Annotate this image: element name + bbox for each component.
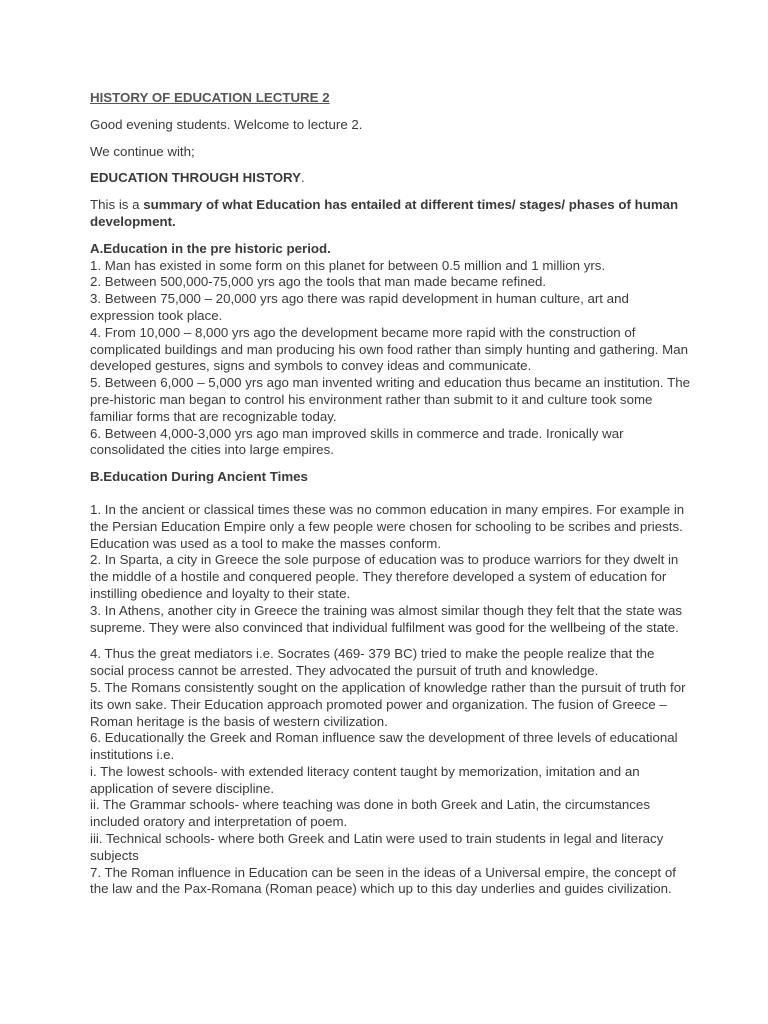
continue-text: We continue with; — [90, 143, 195, 159]
list-item: 5. The Romans consistently sought on the application of knowledge rather than the pursuit of truth for its own sake. Their Education approach promoted power and organization. The fusion of Greece – Roman heritage is the basis of western civilization. — [90, 679, 686, 729]
summary-bold: summary of what Education has entailed at different times/ stages/ phases of human development. — [90, 197, 679, 229]
list-item: 3. In Athens, another city in Greece the training was almost similar though they felt that the state was supreme. They were also convinced that individual fulfilment was good for the wellbeing of the state. — [90, 602, 683, 635]
section-b-group-2 — [90, 646, 690, 898]
document-title: HISTORY OF EDUCATION LECTURE 2 — [90, 90, 330, 105]
list-item: 2. In Sparta, a city in Greece the sole purpose of education was to produce warriors for they dwelt in the middle of a hostile and conquered people. They therefore developed a system of education for instilling obedience and loyalty to their state. — [90, 552, 679, 601]
section-a-title: A.Education in the pre historic period. — [90, 240, 331, 256]
list-item: 1. Man has existed in some form on this planet for between 0.5 million and 1 million yrs. — [90, 257, 606, 273]
section-b — [90, 469, 690, 898]
document-page — [90, 90, 690, 898]
list-item: ii. The Grammar schools- where teaching was done in both Greek and Latin, the circumstances included oratory and interpretation of poem. — [90, 797, 650, 830]
list-item: 6. Between 4,000-3,000 yrs ago man improved skills in commerce and trade. Ironically war consolidated the cities into large empires. — [90, 425, 624, 458]
list-item: iii. Technical schools- where both Greek and Latin were used to train students in legal and literacy subjects — [90, 831, 664, 863]
list-item: 6. Educationally the Greek and Roman influence saw the development of three levels of educational institutions i.e. — [90, 730, 678, 763]
list-item: 4. Thus the great mediators i.e. Socrates (469- 379 BC) tried to make the people realize that the social process cannot be arrested. They advocated the pursuit of truth and knowledge. — [90, 646, 655, 679]
list-item: i. The lowest schools- with extended literacy content taught by memorization, imitation and an application of severe discipline. — [90, 763, 640, 796]
list-item: 4. From 10,000 – 8,000 yrs ago the development became more rapid with the construction of complicated buildings and man producing his own food rather than simply hunting and gathering. Man developed gestures, signs and symbols to convey ideas and communicate. — [90, 324, 688, 374]
section-b-title: B.Education During Ancient Times — [90, 469, 308, 485]
list-item: 3. Between 75,000 – 20,000 yrs ago there was rapid development in human culture, art and expression took place. — [90, 291, 629, 323]
summary-prefix: This is a — [90, 197, 144, 213]
main-heading-text: EDUCATION THROUGH HISTORY — [90, 170, 302, 186]
section-a — [90, 241, 690, 459]
greeting-text: Good evening students. Welcome to lecture 2. — [90, 116, 363, 132]
list-item: 7. The Roman influence in Education can be seen in the ideas of a Universal empire, the concept of the law and the Pax-Romana (Roman peace) which up to this day underlies and guides civilization. — [90, 864, 676, 897]
main-heading — [90, 170, 690, 187]
spacer — [90, 486, 690, 502]
list-item: 5. Between 6,000 – 5,000 yrs ago man invented writing and education thus became an institution. The pre-historic man began to control his environment rather than submit to it and culture took some familiar forms that are recognizable today. — [90, 375, 690, 424]
summary-paragraph — [90, 197, 690, 231]
section-b-group-1 — [90, 502, 690, 636]
main-heading-suffix: . — [301, 170, 305, 186]
list-item: 1. In the ancient or classical times these was no common education in many empires. For example in the Persian Education Empire only a few people were chosen for schooling to be scribes and priests. Education was used as a tool to make the masses conform. — [90, 501, 685, 551]
list-item: 2. Between 500,000-75,000 yrs ago the tools that man made became refined. — [90, 274, 547, 290]
